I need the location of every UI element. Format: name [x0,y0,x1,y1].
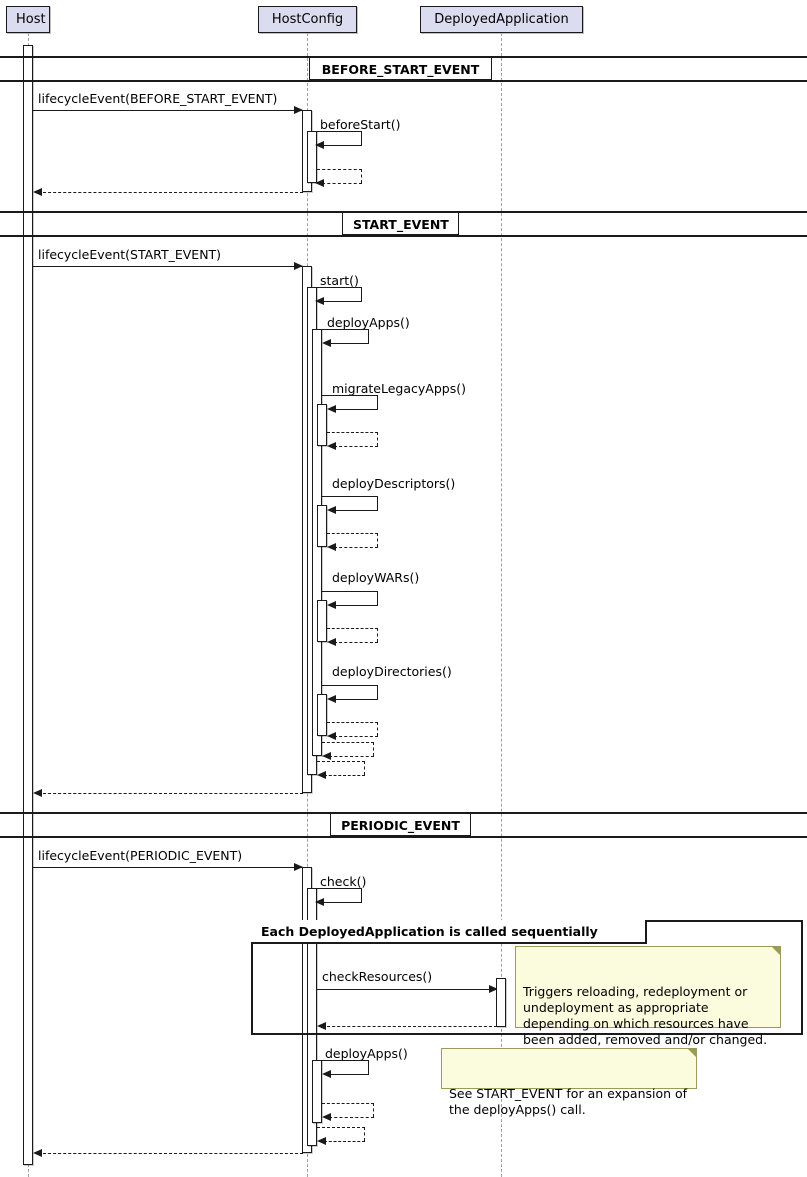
activation-host [23,45,33,1165]
separator-periodic-label: PERIODIC_EVENT [341,818,460,833]
message-line-m12 [317,989,497,990]
separator-before-start-label: BEFORE_START_EVENT [321,62,480,77]
message-label-m8: deployWARs() [332,570,420,585]
message-line-m9-bottom [334,699,378,700]
separator-rule-periodic-2 [0,836,807,838]
message-label-m13: deployApps() [325,1046,408,1061]
message-label-m12: checkResources() [322,969,433,984]
message-line-m5-right [368,329,369,343]
note-fold-icon [772,947,780,955]
separator-periodic [330,813,471,836]
message-line-m7-bottom [334,510,378,511]
separator-rule-before-start-2 [0,80,807,82]
return-line-m13-bottom [329,1117,374,1118]
return-line-m7-top [327,533,378,534]
message-line-m6-bottom [334,409,378,410]
message-line-m11-right [361,888,362,902]
return-line-m9-bottom [334,736,378,737]
participant-hostconfig [258,6,357,33]
return-line-m7-right [377,533,378,547]
message-line-m1 [33,110,303,111]
activation-deploydescriptors [317,505,327,547]
message-label-m9: deployDirectories() [332,664,452,679]
return-line-m2-top [317,169,362,170]
note-fold-icon-2 [688,1049,696,1057]
return-line-m9-top [327,722,378,723]
return-line-m6-right [377,432,378,446]
activation-deploydirectories [317,694,327,736]
message-label-m2: beforeStart() [320,117,401,132]
return-line-m4-right [364,761,365,775]
return-line-m1 [38,192,303,193]
message-line-m3 [33,266,303,267]
message-line-m2-bottom [322,145,362,146]
note-checkresources-text: Triggers reloading, redeployment or undeployment as appropriate depending on which resources have been added, removed and/or changed. [523,984,768,1047]
message-label-m10: lifecycleEvent(PERIODIC_EVENT) [38,848,243,863]
return-line-m5-bottom [329,756,374,757]
message-line-m4-top [312,287,362,288]
message-line-m6-top [322,395,378,396]
message-label-m5: deployApps() [327,315,410,330]
message-line-m2-right [361,131,362,145]
message-arrow-m7 [327,506,336,514]
return-line-m7-bottom [334,547,378,548]
activation-deploywars [317,600,327,642]
return-line-m4-top [317,761,365,762]
return-arrow-m9 [327,732,336,740]
message-line-m8-top [322,591,378,592]
activation-periodic-deployapps [312,1060,322,1123]
separator-start-label: START_EVENT [353,217,449,232]
message-line-m6-right [377,395,378,409]
message-label-m3: lifecycleEvent(START_EVENT) [38,247,222,262]
message-arrow-m2 [315,141,324,149]
return-line-m13-right [373,1103,374,1117]
return-arrow-m3 [33,789,42,797]
return-line-m5-right [373,742,374,756]
message-arrow-m13 [322,1070,331,1078]
note-deployapps [441,1048,697,1117]
return-arrow-m5 [322,752,331,760]
participant-hostconfig-label: HostConfig [271,12,344,27]
message-arrow-m5 [322,339,331,347]
participant-host-label: Host [16,12,46,27]
group-sequential-tab [251,920,647,944]
message-label-m4: start() [320,273,359,288]
activation-deployedapplication [496,978,506,1027]
message-line-m13-right [368,1060,369,1074]
message-line-m8-right [377,591,378,605]
return-line-m11-right [364,1127,365,1141]
activation-hostconfig-beforestart-inner [307,131,317,183]
message-label-m6: migrateLegacyApps() [332,381,466,396]
message-line-m10 [33,867,303,868]
message-label-m1: lifecycleEvent(BEFORE_START_EVENT) [38,91,278,106]
return-line-m9-right [377,722,378,736]
participant-deployedapplication [420,6,583,33]
message-line-m8-bottom [334,605,378,606]
return-line-m6-top [327,432,378,433]
message-line-m4-right [361,287,362,301]
return-arrow-m2 [315,179,324,187]
participant-host [6,6,50,33]
message-arrow-m6 [327,405,336,413]
message-line-m9-right [377,685,378,699]
note-deployapps-text: See START_EVENT for an expansion of the deployApps() call. [449,1086,688,1117]
message-arrow-m9 [327,695,336,703]
return-arrow-m8 [327,638,336,646]
return-arrow-m7 [327,543,336,551]
message-line-m11-bottom [322,902,362,903]
return-arrow-m10 [33,1149,42,1157]
return-arrow-m12 [317,1022,326,1030]
return-arrow-m4 [317,771,326,779]
separator-start [342,212,459,235]
message-line-m4-bottom [322,301,362,302]
return-arrow-m6 [327,442,336,450]
return-line-m10 [38,1153,303,1154]
return-line-m3 [38,793,303,794]
return-line-m11-bottom [324,1141,365,1142]
separator-before-start [309,57,492,80]
message-arrow-m11 [315,898,324,906]
message-label-m11: check() [320,874,367,889]
return-line-m5-top [322,742,374,743]
message-line-m5-bottom [329,343,369,344]
message-line-m11-top [312,888,362,889]
message-arrow-m8 [327,601,336,609]
return-arrow-m11 [317,1137,326,1145]
return-line-m8-right [377,628,378,642]
message-label-m7: deployDescriptors() [332,476,456,491]
return-line-m4-bottom [324,775,365,776]
return-arrow-m13 [322,1113,331,1121]
note-checkresources [515,946,781,1047]
message-line-m9-top [322,685,378,686]
return-line-m2-bottom [322,183,362,184]
return-line-m2-right [361,169,362,183]
message-line-m7-top [322,496,378,497]
return-line-m8-top [327,628,378,629]
message-arrow-m4 [315,297,324,305]
return-line-m8-bottom [334,642,378,643]
return-line-m13-top [322,1103,374,1104]
message-line-m5-top [317,329,369,330]
message-line-m13-bottom [329,1074,369,1075]
return-arrow-m1 [33,188,42,196]
return-line-m6-bottom [334,446,378,447]
message-line-m7-right [377,496,378,510]
message-line-m2-top [312,131,362,132]
activation-migratelegacyapps [317,404,327,446]
group-sequential-label: Each DeployedApplication is called sequentially [261,924,598,939]
return-line-m11-top [317,1127,365,1128]
message-line-m13-top [317,1060,369,1061]
return-line-m12 [322,1026,497,1027]
participant-deployedapplication-label: DeployedApplication [434,12,569,27]
separator-rule-start-2 [0,235,807,237]
